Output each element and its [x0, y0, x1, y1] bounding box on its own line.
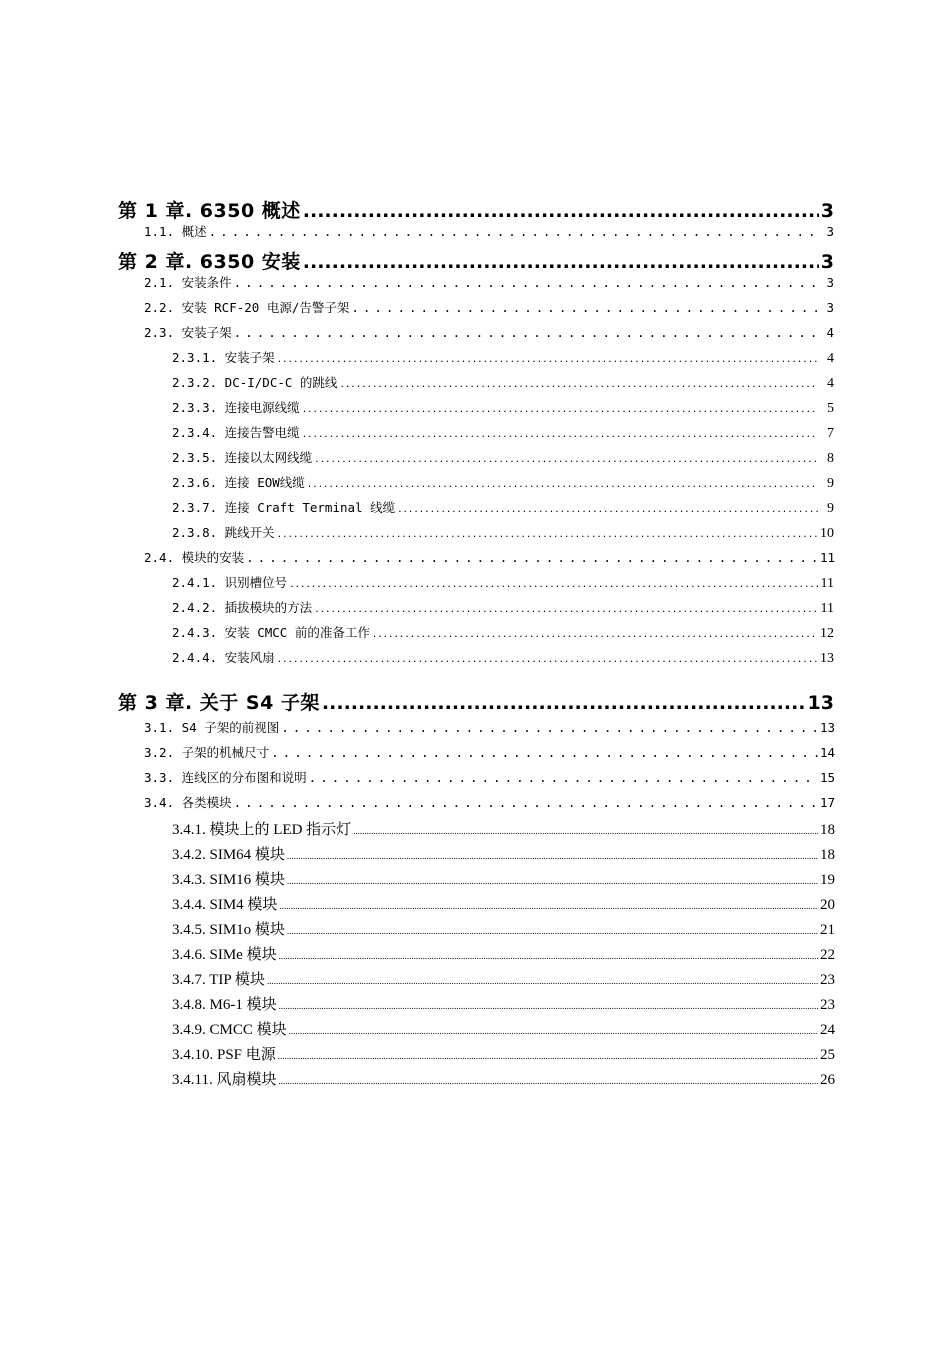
toc-subentry[interactable] — [118, 473, 834, 498]
toc-page-number: 12 — [820, 626, 834, 641]
toc-page-number: 24 — [820, 1022, 835, 1038]
toc-entry[interactable] — [118, 548, 834, 573]
toc-page-number: 4 — [827, 351, 834, 366]
toc-entry-title: 2.3.5. 连接以太网线缆 — [172, 450, 313, 465]
toc-subentry[interactable] — [118, 868, 834, 893]
toc-subentry[interactable] — [118, 993, 834, 1018]
toc-page-number: 13 — [807, 692, 834, 714]
toc-entry-title: 2.4.2. 插拔模块的方法 — [172, 600, 313, 615]
toc-subentry[interactable] — [118, 498, 834, 523]
toc-subentry[interactable] — [118, 943, 834, 968]
dot-leader — [271, 745, 818, 760]
toc-page-number: 22 — [820, 947, 835, 963]
dot-leader — [287, 876, 818, 886]
toc-page-number: 11 — [820, 550, 836, 565]
dot-leader — [277, 530, 818, 540]
toc-entry-title: 2.3. 安装子架 — [144, 325, 232, 340]
dot-leader — [234, 325, 818, 340]
dot-leader — [372, 630, 818, 640]
dot-leader — [278, 1076, 818, 1086]
toc-page-number: 18 — [820, 822, 835, 838]
toc-chapter-1[interactable] — [118, 196, 834, 222]
toc-entry-title: 2.3.6. 连接 EOW线缆 — [172, 475, 305, 490]
toc-subentry[interactable] — [118, 648, 834, 673]
toc-subentry[interactable] — [118, 1018, 834, 1043]
dot-leader — [277, 355, 818, 365]
toc-entry-title: 3.4.2. SIM64 模块 — [172, 847, 285, 863]
toc-entry-title: 3.2. 子架的机械尺寸 — [144, 745, 270, 760]
toc-entry-title: 第 1 章. 6350 概述 — [118, 200, 301, 222]
toc-entry[interactable] — [118, 793, 834, 818]
dot-leader — [278, 1051, 818, 1061]
toc-subentry[interactable] — [118, 523, 834, 548]
toc-entry-title: 2.4. 模块的安装 — [144, 550, 245, 565]
toc-page-number: 23 — [820, 972, 835, 988]
toc-page-number: 4 — [827, 376, 834, 391]
dot-leader — [234, 275, 818, 290]
toc-entry-title: 2.4.4. 安装风扇 — [172, 650, 275, 665]
dot-leader — [279, 951, 818, 961]
toc-page-number: 21 — [820, 922, 835, 938]
dot-leader — [302, 430, 818, 440]
toc-subentry[interactable] — [118, 843, 834, 868]
dot-leader — [234, 795, 818, 810]
toc-subentry[interactable] — [118, 573, 834, 598]
toc-subentry[interactable] — [118, 448, 834, 473]
toc-entry[interactable] — [118, 298, 834, 323]
dot-leader — [397, 505, 818, 515]
dot-leader — [209, 224, 818, 239]
toc-page-number: 9 — [827, 501, 834, 516]
toc-page-number: 3 — [820, 251, 834, 273]
dot-leader — [309, 770, 818, 785]
toc-entry-title: 2.3.1. 安装子架 — [172, 350, 275, 365]
toc-page-number: 3 — [826, 300, 834, 315]
toc-entry[interactable] — [118, 768, 834, 793]
toc-entry-title: 3.4.1. 模块上的 LED 指示灯 — [172, 822, 352, 838]
toc-entry-title: 2.1. 安装条件 — [144, 275, 232, 290]
dot-leader — [281, 720, 818, 735]
toc-entry[interactable] — [118, 222, 834, 247]
toc-entry-title: 3.4.6. SIMe 模块 — [172, 947, 277, 963]
toc-entry[interactable] — [118, 323, 834, 348]
toc-subentry[interactable] — [118, 348, 834, 373]
toc-entry-title: 2.3.4. 连接告警电缆 — [172, 425, 300, 440]
toc-page-number: 20 — [820, 897, 835, 913]
toc-entry-title: 2.3.2. DC-I/DC-C 的跳线 — [172, 375, 338, 390]
dot-leader — [303, 200, 819, 222]
toc-page-number: 11 — [820, 576, 834, 591]
dot-leader — [314, 455, 818, 465]
toc-page-number: 25 — [820, 1047, 835, 1063]
toc-entry-title: 第 3 章. 关于 S4 子架 — [118, 692, 320, 714]
toc-page-number: 14 — [820, 745, 836, 760]
toc-entry-title: 3.4.8. M6-1 模块 — [172, 997, 277, 1013]
dot-leader — [246, 550, 818, 565]
toc-page-number: 5 — [827, 401, 834, 416]
toc-page-number: 3 — [826, 275, 834, 290]
toc-page-number: 10 — [820, 526, 834, 541]
toc-entry-title: 3.4. 各类模块 — [144, 795, 232, 810]
toc-entry-title: 3.4.11. 风扇模块 — [172, 1072, 277, 1088]
toc-entry-title: 3.1. S4 子架的前视图 — [144, 720, 280, 735]
dot-leader — [287, 851, 818, 861]
toc-page-number: 3 — [826, 224, 834, 239]
dot-leader — [287, 926, 818, 936]
toc-subentry[interactable] — [118, 818, 834, 843]
toc-entry-title: 2.3.8. 跳线开关 — [172, 525, 275, 540]
toc-page-number: 19 — [820, 872, 835, 888]
toc-subentry[interactable] — [118, 893, 834, 918]
dot-leader — [279, 901, 818, 911]
toc-entry-title: 2.3.7. 连接 Craft Terminal 线缆 — [172, 500, 396, 515]
toc-page-number: 3 — [820, 200, 834, 222]
dot-leader — [353, 826, 818, 836]
toc-page-number: 7 — [827, 426, 834, 441]
toc-subentry[interactable] — [118, 1043, 834, 1068]
toc-subentry[interactable] — [118, 1068, 834, 1093]
toc-entry-title: 2.2. 安装 RCF-20 电源/告警子架 — [144, 300, 350, 315]
toc-page-number: 8 — [827, 451, 834, 466]
toc-page-number: 23 — [820, 997, 835, 1013]
dot-leader — [277, 655, 818, 665]
toc-entry-title: 3.4.7. TIP 模块 — [172, 972, 265, 988]
dot-leader — [279, 1001, 818, 1011]
dot-leader — [351, 300, 818, 315]
toc-entry[interactable] — [118, 273, 834, 298]
dot-leader — [339, 380, 818, 390]
toc-subentry[interactable] — [118, 598, 834, 623]
dot-leader — [267, 976, 818, 986]
toc-page-number: 4 — [826, 325, 834, 340]
toc-subentry[interactable] — [118, 373, 834, 398]
dot-leader — [303, 251, 819, 273]
dot-leader — [322, 692, 806, 714]
toc-page-number: 13 — [820, 651, 834, 666]
dot-leader — [302, 405, 818, 415]
toc-entry[interactable] — [118, 743, 834, 768]
toc-entry-title: 3.4.4. SIM4 模块 — [172, 897, 278, 913]
toc-entry-title: 2.4.1. 识别槽位号 — [172, 575, 288, 590]
toc-chapter-3[interactable] — [118, 688, 834, 714]
toc-page-number: 26 — [820, 1072, 835, 1088]
toc-entry-title: 3.4.9. CMCC 模块 — [172, 1022, 287, 1038]
toc-page-number: 11 — [820, 601, 834, 616]
toc-entry-title: 3.4.3. SIM16 模块 — [172, 872, 285, 888]
toc-page-number: 9 — [827, 476, 834, 491]
toc-entry-title: 2.3.3. 连接电源线缆 — [172, 400, 300, 415]
toc-chapter-2[interactable] — [118, 247, 834, 273]
toc-entry-title: 1.1. 概述 — [144, 224, 207, 239]
toc-entry-title: 2.4.3. 安装 CMCC 前的准备工作 — [172, 625, 370, 640]
toc-subentry[interactable] — [118, 918, 834, 943]
toc-page-number: 18 — [820, 847, 835, 863]
toc-page-number: 17 — [820, 795, 836, 810]
toc-subentry[interactable] — [118, 398, 834, 423]
dot-leader — [314, 605, 818, 615]
toc-entry-title: 3.4.5. SIM1o 模块 — [172, 922, 285, 938]
toc-entry-title: 第 2 章. 6350 安装 — [118, 251, 301, 273]
table-of-contents — [118, 196, 834, 1093]
toc-subentry[interactable] — [118, 623, 834, 648]
dot-leader — [289, 580, 818, 590]
toc-page-number: 13 — [820, 720, 836, 735]
toc-subentry[interactable] — [118, 968, 834, 993]
toc-subentry[interactable] — [118, 423, 834, 448]
toc-page-number: 15 — [820, 770, 836, 785]
dot-leader — [307, 480, 818, 490]
toc-entry[interactable] — [118, 718, 834, 743]
toc-entry-title: 3.3. 连线区的分布图和说明 — [144, 770, 307, 785]
toc-entry-title: 3.4.10. PSF 电源 — [172, 1047, 276, 1063]
dot-leader — [289, 1026, 818, 1036]
